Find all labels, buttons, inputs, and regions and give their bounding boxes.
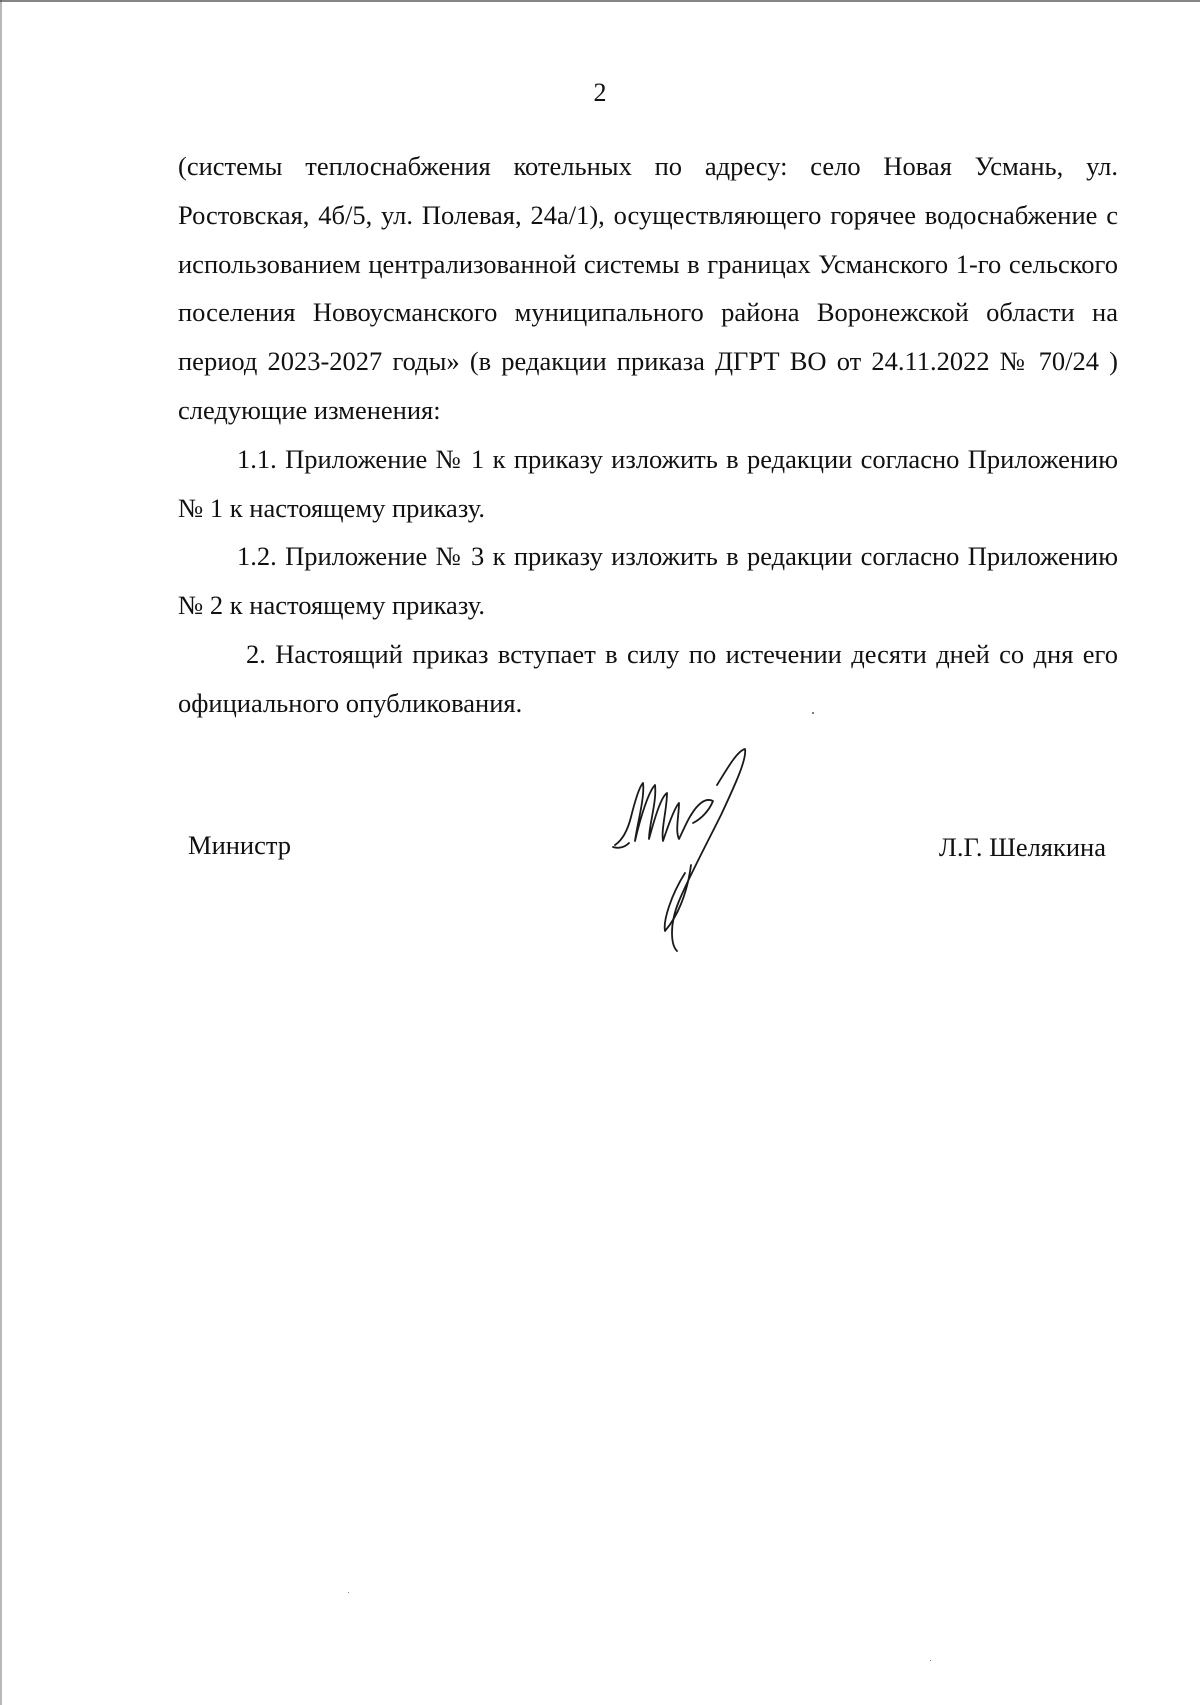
paragraph-item-1-2: 1.2. Приложение № 3 к приказу изложить в редакции согласно Приложению № 2 к настоящему приказу. [178,541,1118,621]
scan-edge-top [0,0,1200,2]
scan-speck [348,1592,349,1593]
scan-speck [812,712,814,714]
document-body [178,142,1118,728]
paragraph-item-2: 2. Настоящий приказ вступает в силу по истечении десяти дней со дня его официального опубликования. [178,638,1118,718]
paragraph-item-1-1: 1.1. Приложение № 1 к приказу изложить в редакции согласно Приложению № 1 к настоящему приказу. [178,443,1118,523]
page-number: 2 [593,78,607,107]
signer-position: Министр [188,830,292,860]
handwritten-signature [605,745,765,955]
signer-name: Л.Г. Шелякина [938,832,1106,862]
signature-row [0,820,1200,860]
paragraph-changes-intro: (системы теплоснабжения котельных по адресу: село Новая Усмань, ул. Ростовская, 4б/5, ул. Полевая, 24а/1), осуществляющего горячее водоснабжение с использованием централизованной системы в границах Усманского 1-го сельского поселения Новоусманского муниципального района Воронежской области на период 2023-2027 годы» (в редакции приказа ДГРТ ВО от 24.11.2022 № 70/24 ) следующие изменения: [178,151,1118,425]
scan-speck [930,1660,931,1661]
